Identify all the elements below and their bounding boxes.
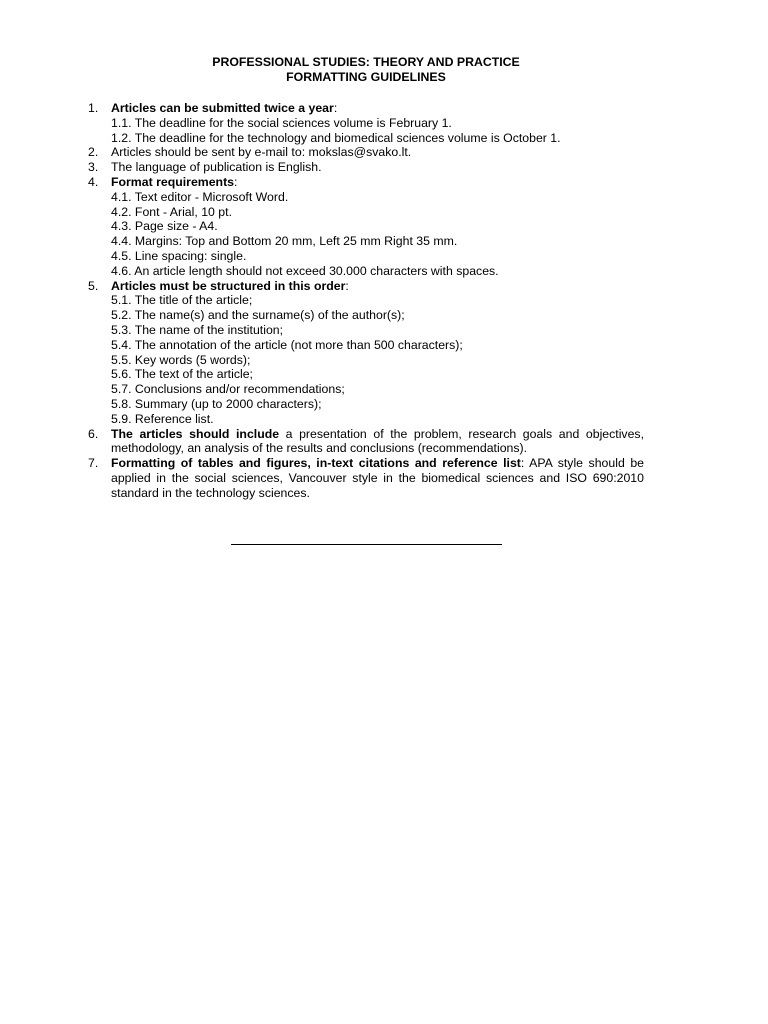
closing-divider (231, 544, 502, 545)
item-paragraph-text: : APA style should be applied in the social sciences, Vancouver style in the biomedical sciences and ISO 690:2010 standard in the technology sciences. (111, 456, 644, 500)
item-heading-rest: : (345, 278, 349, 293)
sub-item: 4.1. Text editor - Microsoft Word. (111, 189, 289, 204)
sub-item: 5.4. The annotation of the article (not more than 500 characters); (111, 337, 463, 352)
sub-item: 5.7. Conclusions and/or recommendations; (111, 382, 345, 397)
item-text: Articles should be sent by e-mail to: mokslas@svako.lt. (111, 145, 412, 160)
sub-item: 4.4. Margins: Top and Bottom 20 mm, Left 25 mm Right 35 mm. (111, 234, 458, 249)
item-number: 2. (88, 145, 99, 160)
sub-item: 4.2. Font - Arial, 10 pt. (111, 204, 232, 219)
sub-item: 4.3. Page size - A4. (111, 219, 218, 234)
guideline-item-5 (0, 279, 768, 294)
document-subtitle: FORMATTING GUIDELINES (286, 69, 446, 84)
item-paragraph-text: a presentation of the problem, research goals and objectives, methodology, an analysis of the results and conclusions (recommendations). (111, 426, 644, 456)
sub-item: 5.6. The text of the article; (111, 367, 253, 382)
sub-item: 1.1. The deadline for the social sciences volume is February 1. (111, 115, 452, 130)
sub-item: 4.6. An article length should not exceed 30.000 characters with spaces. (111, 263, 499, 278)
item-heading (111, 101, 644, 116)
sub-item: 5.5. Key words (5 words); (111, 352, 251, 367)
item-number: 5. (88, 278, 99, 293)
guideline-item-2 (0, 145, 768, 160)
guideline-item-6 (0, 427, 768, 457)
sub-item: 5.3. The name of the institution; (111, 322, 284, 337)
guideline-item-1 (0, 101, 768, 116)
sub-item: 4.5. Line spacing: single. (111, 248, 247, 263)
document-title: PROFESSIONAL STUDIES: THEORY AND PRACTICE (212, 55, 520, 69)
item-heading-rest: : (333, 101, 338, 115)
sub-item: 5.8. Summary (up to 2000 characters); (111, 396, 322, 411)
item-heading-bold: Format requirements (111, 174, 234, 189)
guideline-item-7 (0, 456, 768, 500)
sub-item: 5.2. The name(s) and the surname(s) of the author(s); (111, 308, 405, 323)
item-number: 1. (88, 101, 99, 115)
guideline-item-3 (0, 160, 768, 175)
sub-item: 5.9. Reference list. (111, 411, 214, 426)
item-number: 6. (88, 426, 99, 441)
item-text: The language of publication is English. (111, 160, 322, 175)
item-paragraph (111, 456, 644, 500)
item-heading-rest: : (234, 174, 238, 189)
item-number: 4. (88, 174, 99, 189)
item-heading-bold: Formatting of tables and figures, in-text citations and reference list (111, 456, 521, 471)
item-heading-bold: Articles must be structured in this order (111, 278, 346, 293)
item-number: 7. (88, 456, 99, 471)
sub-item: 1.2. The deadline for the technology and biomedical sciences volume is October 1. (111, 130, 561, 145)
guidelines-list (0, 101, 768, 501)
item-heading-bold: Articles can be submitted twice a year (111, 101, 334, 115)
item-number: 3. (88, 160, 99, 175)
guideline-item-4 (0, 175, 768, 190)
item-heading-bold: The articles should include (111, 426, 280, 441)
item-heading (111, 279, 644, 294)
item-paragraph (111, 427, 644, 457)
sub-item: 5.1. The title of the article; (111, 293, 253, 308)
item-heading (111, 175, 644, 190)
